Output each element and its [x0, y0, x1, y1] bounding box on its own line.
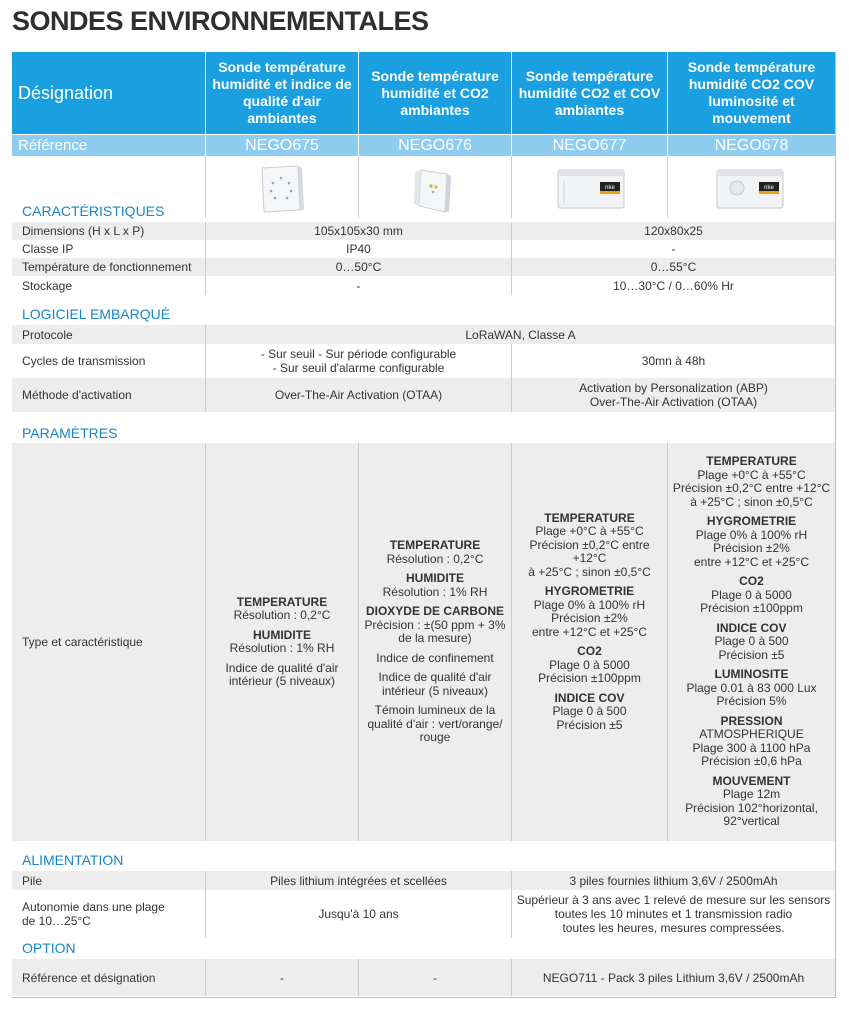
param-col-4: [668, 443, 835, 841]
caracteristiques-divider: [511, 222, 512, 295]
autonomie-line-3: toutes les heures, mesures compressées.: [562, 921, 785, 935]
param-block: [230, 629, 335, 656]
activation-value-b: [512, 378, 835, 412]
param-line: Résolution : 0,2°C: [233, 608, 331, 622]
param-block: [383, 572, 488, 599]
param-line: Plage 0 à 5000: [711, 587, 792, 602]
dimensions-label: Dimensions (H x L x P): [12, 222, 205, 240]
dimensions-value-a: 105x105x30 mm: [206, 222, 511, 240]
param-line: Précision ±5: [718, 647, 785, 662]
activation-line-1: Activation by Personalization (ABP): [579, 381, 768, 395]
param-line: Précision ±2%: [713, 541, 790, 556]
param-head: HUMIDITE: [253, 627, 311, 642]
logiciel-divider: [511, 344, 512, 412]
section-caracteristiques: CARACTÉRISTIQUES: [22, 203, 165, 219]
param-block: [700, 575, 803, 616]
param-block: [552, 692, 626, 733]
pile-label: Pile: [12, 871, 205, 890]
param-head: HYGROMETRIE: [544, 584, 635, 599]
stockage-value-a: -: [356, 278, 361, 293]
option-divider: [358, 959, 359, 996]
param-block: [387, 539, 484, 566]
parametres-divider: [511, 443, 512, 841]
param-col-1: [206, 443, 358, 841]
classe-ip-value-b: -: [671, 242, 676, 256]
autonomie-value-a: Jusqu'à 10 ans: [318, 907, 399, 921]
section-alimentation: ALIMENTATION: [22, 852, 124, 868]
device-image-nego676: [411, 166, 457, 214]
param-line: Plage 0.01 à 83 000 Lux: [686, 680, 817, 695]
param-block: [673, 455, 830, 509]
autonomie-label-line-1: Autonomie dans une plage: [22, 900, 165, 914]
option-value-2: -: [359, 959, 511, 996]
param-block: [528, 512, 651, 580]
param-head: LUMINOSITE: [714, 667, 789, 682]
autonomie-value-b: [512, 890, 835, 938]
param-block: [686, 668, 816, 709]
param-line: +12°C: [572, 551, 607, 566]
activation-label: Méthode d'activation: [12, 378, 205, 412]
reference-label: Référence: [12, 135, 205, 156]
param-col-2: [359, 443, 511, 841]
param-head: INDICE COV: [554, 690, 625, 705]
temp-fonctionnement-label: Température de fonctionnement: [12, 258, 205, 276]
param-line: Précision 5%: [716, 694, 787, 709]
param-line: Résolution : 1% RH: [229, 641, 335, 655]
parametres-divider: [205, 443, 206, 841]
param-line: Plage 0 à 500: [714, 634, 789, 649]
param-line: Indice de confinement: [376, 650, 494, 665]
param-line: Plage 0% à 100% rH: [533, 597, 646, 612]
param-line: entre +12°C et +25°C: [531, 624, 647, 639]
param-line: Précision 102°horizontal,: [685, 800, 818, 815]
product-name-4: Sonde température humidité CO2 COV luminosité et mouvement: [667, 52, 835, 134]
param-line: Plage 12m: [722, 787, 781, 802]
section-option: OPTION: [22, 940, 76, 956]
param-head: MOUVEMENT: [712, 773, 791, 788]
autonomie-line-2: toutes les 10 minutes et 1 transmission radio: [554, 907, 793, 921]
param-line: Plage 0 à 500: [552, 704, 627, 719]
section-parametres: PARAMÈTRES: [22, 425, 118, 441]
param-line: Résolution : 1% RH: [382, 584, 488, 599]
param-line: Plage +0°C à +55°C: [697, 467, 806, 482]
product-name-3: Sonde température humidité CO2 et COV ambiantes: [511, 52, 667, 134]
param-block: [693, 715, 811, 769]
param-col-3: [512, 443, 667, 841]
param-head: HYGROMETRIE: [706, 514, 797, 529]
param-line: Précision ±0,2°C entre +12°C: [672, 481, 831, 496]
param-block: [378, 671, 491, 698]
param-line: à +25°C ; sinon ±0,5°C: [690, 494, 813, 509]
caracteristiques-divider: [205, 222, 206, 295]
param-line: Plage +0°C à +55°C: [535, 524, 644, 539]
classe-ip-label: Classe IP: [22, 242, 74, 256]
param-line: Indice de qualité d'air: [378, 670, 492, 685]
protocole-value: LoRaWAN, Classe A: [206, 325, 835, 344]
param-line: Précision : ±(50 ppm + 3%: [364, 617, 506, 632]
pile-value-a: Piles lithium intégrées et scellées: [206, 871, 511, 890]
parametres-divider: [667, 443, 668, 841]
dimensions-value-b: 120x80x25: [512, 222, 835, 240]
param-line: Précision ±0,2°C entre: [529, 537, 650, 552]
option-value-34: NEGO711 - Pack 3 piles Lithium 3,6V / 2500mAh: [512, 959, 835, 996]
param-head: TEMPERATURE: [389, 538, 481, 553]
device-image-nego675: [258, 164, 304, 214]
stockage-value-b: 10…30°C / 0…60% Hr: [613, 278, 734, 293]
image-row-divider: [205, 156, 206, 218]
cycles-line-2: - Sur seuil d'alarme configurable: [272, 361, 445, 375]
alimentation-divider: [205, 871, 206, 938]
device-image-nego677: [556, 166, 628, 212]
pile-value-b: 3 piles fournies lithium 3,6V / 2500mAh: [512, 871, 835, 890]
cycles-label: Cycles de transmission: [22, 354, 146, 368]
param-line: Résolution : 0,2°C: [386, 551, 484, 566]
option-value-1: -: [206, 959, 358, 996]
cycles-line-1: - Sur seuil - Sur période configurable: [260, 347, 457, 361]
cycles-value-a: [206, 344, 511, 378]
param-line: Plage 300 à 1100 hPa: [692, 740, 811, 755]
param-block: [365, 605, 506, 646]
param-line: Précision ±0,6 hPa: [701, 754, 802, 769]
reference-1: NEGO675: [205, 135, 358, 156]
param-line: ATMOSPHERIQUE: [699, 727, 804, 742]
param-head: TEMPERATURE: [544, 510, 635, 525]
type-caracteristique-label: Type et caractéristique: [12, 443, 205, 841]
device-image-nego678: [715, 166, 787, 212]
activation-value-a: Over-The-Air Activation (OTAA): [206, 378, 511, 412]
classe-ip-value-a: IP40: [346, 242, 371, 256]
param-line: Témoin lumineux de la: [374, 703, 496, 718]
param-head: HUMIDITE: [406, 571, 464, 586]
param-block: [694, 515, 809, 569]
param-head: INDICE COV: [716, 620, 787, 635]
param-head: CO2: [739, 574, 764, 589]
param-head: PRESSION: [720, 713, 783, 728]
alimentation-divider: [511, 871, 512, 938]
param-line: entre +12°C et +25°C: [693, 554, 809, 569]
param-line: Plage 0% à 100% rH: [695, 527, 808, 542]
param-line: Précision ±2%: [551, 611, 628, 626]
temp-fonctionnement-value-a: 0…50°C: [206, 258, 511, 276]
param-line: intérieur (5 niveaux): [381, 683, 489, 698]
param-line: à +25°C ; sinon ±0,5°C: [528, 564, 651, 579]
option-divider: [205, 959, 206, 996]
reference-3: NEGO677: [511, 135, 667, 156]
page-title: SONDES ENVIRONNEMENTALES: [12, 6, 429, 36]
param-line: Précision ±5: [556, 717, 623, 732]
image-row-divider: [511, 156, 512, 218]
param-head: CO2: [577, 644, 602, 659]
section-logiciel: LOGICIEL EMBARQUÉ: [22, 306, 171, 322]
param-block: [367, 704, 502, 745]
product-name-2: Sonde température humidité et CO2 ambiantes: [358, 52, 511, 134]
param-line: Précision ±100ppm: [538, 671, 641, 686]
reference-2: NEGO676: [358, 135, 511, 156]
option-label: Référence et désignation: [12, 959, 205, 996]
device-brand-label: nke: [764, 185, 774, 191]
param-head: TEMPERATURE: [236, 594, 328, 609]
param-block: [234, 596, 331, 623]
autonomie-label-line-2: de 10…25°C: [22, 914, 91, 928]
parametres-divider: [358, 443, 359, 841]
param-line: Plage 0 à 5000: [549, 657, 630, 672]
temp-fonctionnement-value-b: 0…55°C: [512, 258, 835, 276]
param-block: [685, 775, 818, 829]
product-name-1: Sonde température humidité et indice de qualité d'air ambiantes: [205, 52, 358, 134]
image-row-divider: [358, 156, 359, 218]
param-line: 92°vertical: [723, 814, 780, 829]
param-line: rouge: [419, 730, 451, 745]
param-block: [714, 622, 788, 663]
protocole-label: Protocole: [12, 325, 205, 344]
param-line: de la mesure): [398, 631, 472, 646]
param-block: [225, 662, 338, 689]
param-head: TEMPERATURE: [706, 454, 797, 469]
designation-header: Désignation: [12, 52, 205, 134]
param-line: qualité d'air : vert/orange/: [367, 716, 503, 731]
logiciel-divider: [205, 325, 206, 412]
image-row-divider: [667, 156, 668, 218]
param-head: DIOXYDE DE CARBONE: [365, 604, 504, 619]
stockage-label: Stockage: [22, 278, 73, 293]
device-brand-label: nke: [605, 185, 615, 191]
param-line: Précision ±100ppm: [700, 601, 803, 616]
param-line: intérieur (5 niveaux): [228, 674, 336, 688]
reference-4: NEGO678: [667, 135, 835, 156]
activation-line-2: Over-The-Air Activation (OTAA): [589, 395, 758, 409]
option-divider: [511, 959, 512, 996]
param-block: [376, 652, 493, 666]
autonomie-label: [12, 890, 205, 938]
param-block: [538, 645, 641, 686]
param-line: Indice de qualité d'air: [225, 660, 339, 675]
cycles-value-b: 30mn à 48h: [641, 354, 706, 368]
autonomie-line-1: Supérieur à 3 ans avec 1 relevé de mesure sur les sensors: [516, 893, 831, 907]
param-block: [532, 585, 647, 639]
